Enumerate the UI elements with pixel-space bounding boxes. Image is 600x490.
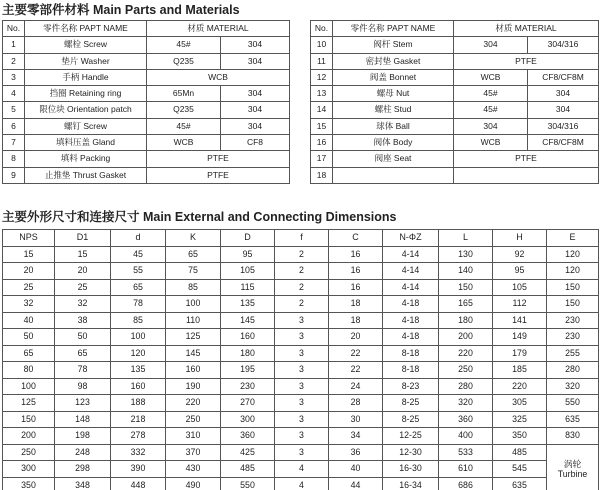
dims-cell: 2 — [275, 296, 329, 313]
part-no: 1 — [3, 37, 25, 53]
dims-cell: 448 — [111, 477, 166, 490]
dims-cell: 4-18 — [383, 329, 439, 346]
dims-cell: 95 — [221, 246, 275, 263]
part-material-2: 304 — [221, 53, 290, 69]
parts-row — [3, 135, 290, 151]
dims-cell: 50 — [55, 329, 111, 346]
part-material-1: Q235 — [147, 102, 221, 118]
dims-cell: 18 — [329, 296, 383, 313]
turbine-cn: 涡轮 — [563, 458, 582, 469]
part-material: PTFE — [454, 53, 599, 69]
dims-cell: 18 — [329, 312, 383, 329]
dims-cell: 310 — [166, 428, 221, 445]
part-material-2: 304 — [221, 102, 290, 118]
dims-cell: 220 — [493, 378, 547, 395]
dims-cell: 360 — [221, 428, 275, 445]
dims-cell: 3 — [275, 395, 329, 412]
dims-cell: 545 — [493, 461, 547, 478]
parts-row — [311, 102, 599, 118]
dims-header-cell: L — [439, 230, 493, 247]
dims-cell: 120 — [111, 345, 166, 362]
dimensions-table — [2, 229, 599, 490]
dims-cell: 150 — [547, 296, 599, 313]
dims-cell: 320 — [547, 378, 599, 395]
parts-row — [311, 53, 599, 69]
part-name: 挡圈 Retaining ring — [25, 86, 147, 102]
dims-cell: 8-25 — [383, 395, 439, 412]
dims-cell: 179 — [493, 345, 547, 362]
parts-table-left — [2, 20, 290, 184]
dims-cell: 3 — [275, 378, 329, 395]
dims-cell: 24 — [329, 378, 383, 395]
part-name: 螺母 Nut — [333, 86, 454, 102]
dims-cell: 100 — [3, 378, 55, 395]
dims-cell: 533 — [439, 444, 493, 461]
dims-cell: 65 — [111, 279, 166, 296]
part-material-1: WCB — [147, 135, 221, 151]
part-material: PTFE — [147, 167, 290, 183]
dims-cell: 4 — [275, 461, 329, 478]
part-material-2: 304 — [221, 86, 290, 102]
parts-row — [3, 102, 290, 118]
dims-cell: 25 — [55, 279, 111, 296]
dims-cell: 25 — [3, 279, 55, 296]
dims-cell: 32 — [55, 296, 111, 313]
dims-header-cell: H — [493, 230, 547, 247]
dims-cell: 3 — [275, 312, 329, 329]
dims-cell: 610 — [439, 461, 493, 478]
dims-cell: 36 — [329, 444, 383, 461]
dims-cell: 50 — [3, 329, 55, 346]
dims-cell: 250 — [3, 444, 55, 461]
dims-row — [3, 263, 599, 280]
dims-cell: 390 — [111, 461, 166, 478]
dims-cell: 350 — [3, 477, 55, 490]
dims-cell: 348 — [55, 477, 111, 490]
dims-cell: 45 — [111, 246, 166, 263]
dims-cell: 78 — [55, 362, 111, 379]
part-material-1: 45# — [147, 37, 221, 53]
dims-cell: 16-34 — [383, 477, 439, 490]
dims-cell: 16-30 — [383, 461, 439, 478]
part-no: 17 — [311, 151, 333, 167]
dims-header-cell: D1 — [55, 230, 111, 247]
parts-row — [3, 118, 290, 134]
dims-cell: 400 — [439, 428, 493, 445]
dims-cell: 120 — [547, 246, 599, 263]
dims-cell: 332 — [111, 444, 166, 461]
dims-cell: 130 — [439, 246, 493, 263]
dims-cell: 635 — [547, 411, 599, 428]
dims-cell: 485 — [493, 444, 547, 461]
dims-cell: 250 — [439, 362, 493, 379]
dims-cell: 200 — [439, 329, 493, 346]
dims-cell: 3 — [275, 428, 329, 445]
parts-row — [311, 86, 599, 102]
dims-cell: 2 — [275, 246, 329, 263]
dims-cell: 8-23 — [383, 378, 439, 395]
dims-cell: 550 — [547, 395, 599, 412]
dims-cell: 140 — [439, 263, 493, 280]
part-material-1: 45# — [454, 102, 528, 118]
parts-row — [311, 118, 599, 134]
dims-cell: 320 — [439, 395, 493, 412]
dims-cell: 198 — [55, 428, 111, 445]
header-no: No. — [3, 21, 25, 37]
dims-cell: 40 — [329, 461, 383, 478]
dims-cell: 4-18 — [383, 312, 439, 329]
dims-cell: 135 — [111, 362, 166, 379]
dims-row — [3, 296, 599, 313]
dims-cell: 298 — [55, 461, 111, 478]
dims-cell: 280 — [439, 378, 493, 395]
dims-cell: 230 — [547, 312, 599, 329]
dims-cell: 38 — [55, 312, 111, 329]
parts-row — [311, 151, 599, 167]
part-no: 11 — [311, 53, 333, 69]
dims-cell: 230 — [221, 378, 275, 395]
part-name: 螺栓 Screw — [25, 37, 147, 53]
part-no: 10 — [311, 37, 333, 53]
dims-cell: 218 — [111, 411, 166, 428]
part-no: 12 — [311, 69, 333, 85]
dims-cell: 278 — [111, 428, 166, 445]
dims-cell: 550 — [221, 477, 275, 490]
dims-header-cell: E — [547, 230, 599, 247]
dims-cell: 8-18 — [383, 345, 439, 362]
dims-cell: 44 — [329, 477, 383, 490]
dims-row — [3, 428, 599, 445]
dims-header-cell: NPS — [3, 230, 55, 247]
dims-cell: 150 — [3, 411, 55, 428]
dims-cell: 200 — [3, 428, 55, 445]
dims-cell: 3 — [275, 444, 329, 461]
dims-header-row — [3, 230, 599, 247]
dims-row — [3, 477, 599, 490]
dims-cell: 148 — [55, 411, 111, 428]
parts-table-right — [310, 20, 599, 184]
dims-row — [3, 362, 599, 379]
dims-cell: 4 — [275, 477, 329, 490]
part-name: 螺钉 Screw — [25, 118, 147, 134]
part-name: 螺柱 Stud — [333, 102, 454, 118]
part-no: 7 — [3, 135, 25, 151]
part-material-1: 45# — [147, 118, 221, 134]
dims-row — [3, 345, 599, 362]
dims-cell: 220 — [166, 395, 221, 412]
dims-cell: 141 — [493, 312, 547, 329]
part-name: 限位块 Orientation patch — [25, 102, 147, 118]
dims-cell: 150 — [547, 279, 599, 296]
part-material-2: 304/316 — [528, 37, 599, 53]
dims-cell: 145 — [221, 312, 275, 329]
dims-cell: 425 — [221, 444, 275, 461]
dims-cell: 300 — [221, 411, 275, 428]
part-material-2: 304 — [221, 118, 290, 134]
parts-row — [3, 53, 290, 69]
dims-cell: 4-14 — [383, 246, 439, 263]
dims-cell: 190 — [166, 378, 221, 395]
dims-cell: 135 — [221, 296, 275, 313]
dims-cell: 112 — [493, 296, 547, 313]
part-no: 18 — [311, 167, 333, 183]
dims-cell: 20 — [3, 263, 55, 280]
dims-cell: 305 — [493, 395, 547, 412]
dims-cell: 830 — [547, 428, 599, 445]
dims-cell: 300 — [3, 461, 55, 478]
dims-cell: 360 — [439, 411, 493, 428]
dims-cell: 30 — [329, 411, 383, 428]
part-no: 13 — [311, 86, 333, 102]
dims-row — [3, 279, 599, 296]
dims-cell: 325 — [493, 411, 547, 428]
dims-cell: 15 — [3, 246, 55, 263]
dims-section-title: 主要外形尺寸和连接尺寸 Main External and Connecting Dimensions — [2, 210, 397, 224]
header-part-name: 零件名称 PAPT NAME — [25, 21, 147, 37]
dims-cell: 230 — [547, 329, 599, 346]
part-material-1: Q235 — [147, 53, 221, 69]
part-name: 阀盖 Bonnet — [333, 69, 454, 85]
part-no: 6 — [3, 118, 25, 134]
dims-cell: 85 — [166, 279, 221, 296]
dims-row — [3, 395, 599, 412]
parts-header-row — [311, 21, 599, 37]
dims-cell: 180 — [221, 345, 275, 362]
dims-cell: 110 — [166, 312, 221, 329]
dims-cell: 65 — [166, 246, 221, 263]
dims-cell: 430 — [166, 461, 221, 478]
dims-cell: 65 — [55, 345, 111, 362]
parts-row — [3, 86, 290, 102]
dims-cell: 120 — [547, 263, 599, 280]
parts-row — [3, 69, 290, 85]
dims-cell: 490 — [166, 477, 221, 490]
dims-cell: 85 — [111, 312, 166, 329]
dims-cell: 4-14 — [383, 263, 439, 280]
part-material-1: 45# — [454, 86, 528, 102]
dims-row — [3, 411, 599, 428]
part-material-2: 304/316 — [528, 118, 599, 134]
dims-header-cell: K — [166, 230, 221, 247]
part-no: 9 — [3, 167, 25, 183]
dims-cell: 15 — [55, 246, 111, 263]
parts-row — [311, 167, 599, 183]
dims-header-cell: C — [329, 230, 383, 247]
dims-row — [3, 378, 599, 395]
part-no: 8 — [3, 151, 25, 167]
dims-cell: 3 — [275, 345, 329, 362]
part-name: 密封垫 Gasket — [333, 53, 454, 69]
dims-cell: 350 — [493, 428, 547, 445]
dims-row — [3, 312, 599, 329]
dims-cell: 3 — [275, 329, 329, 346]
part-no: 3 — [3, 69, 25, 85]
turbine-cell — [547, 444, 599, 490]
part-no: 2 — [3, 53, 25, 69]
part-material-1: 304 — [454, 118, 528, 134]
dims-row — [3, 246, 599, 263]
dims-row — [3, 461, 599, 478]
header-material: 材质 MATERIAL — [147, 21, 290, 37]
dims-cell: 2 — [275, 263, 329, 280]
turbine-en: Turbine — [557, 468, 588, 479]
part-no: 4 — [3, 86, 25, 102]
dims-cell: 65 — [3, 345, 55, 362]
part-material-2: CF8/CF8M — [528, 135, 599, 151]
part-name: 填料 Packing — [25, 151, 147, 167]
parts-header-row — [3, 21, 290, 37]
header-part-name: 零件名称 PAPT NAME — [333, 21, 454, 37]
dims-cell: 8-25 — [383, 411, 439, 428]
dims-cell: 160 — [111, 378, 166, 395]
header-material: 材质 MATERIAL — [454, 21, 599, 37]
dims-row — [3, 444, 599, 461]
dims-cell: 145 — [166, 345, 221, 362]
dims-cell: 280 — [547, 362, 599, 379]
dims-cell: 100 — [111, 329, 166, 346]
dims-cell: 16 — [329, 279, 383, 296]
dims-cell: 20 — [329, 329, 383, 346]
part-material-2: CF8/CF8M — [528, 69, 599, 85]
part-material-2: 304 — [528, 102, 599, 118]
dims-cell: 105 — [493, 279, 547, 296]
dims-cell: 75 — [166, 263, 221, 280]
part-no: 5 — [3, 102, 25, 118]
dims-cell: 220 — [439, 345, 493, 362]
dims-cell: 3 — [275, 362, 329, 379]
dims-cell: 150 — [439, 279, 493, 296]
dims-cell: 105 — [221, 263, 275, 280]
part-material-1: WCB — [454, 135, 528, 151]
dims-cell: 180 — [439, 312, 493, 329]
part-material-1: WCB — [454, 69, 528, 85]
part-name: 手柄 Handle — [25, 69, 147, 85]
dims-cell: 16 — [329, 246, 383, 263]
part-material: PTFE — [454, 151, 599, 167]
part-name: 阀座 Seat — [333, 151, 454, 167]
dims-cell: 22 — [329, 345, 383, 362]
dims-cell: 165 — [439, 296, 493, 313]
part-name: 垫片 Washer — [25, 53, 147, 69]
dims-header-cell: D — [221, 230, 275, 247]
dims-cell: 12-25 — [383, 428, 439, 445]
part-no: 14 — [311, 102, 333, 118]
dims-cell: 248 — [55, 444, 111, 461]
part-name: 阀体 Body — [333, 135, 454, 151]
dims-cell: 78 — [111, 296, 166, 313]
dims-cell: 185 — [493, 362, 547, 379]
parts-row — [311, 135, 599, 151]
dims-cell: 80 — [3, 362, 55, 379]
dims-row — [3, 329, 599, 346]
dims-cell: 123 — [55, 395, 111, 412]
part-name: 止推垫 Thrust Gasket — [25, 167, 147, 183]
part-material: PTFE — [147, 151, 290, 167]
dims-cell: 16 — [329, 263, 383, 280]
parts-row — [3, 151, 290, 167]
dims-cell: 125 — [166, 329, 221, 346]
part-no: 15 — [311, 118, 333, 134]
parts-section-title: 主要零部件材料 Main Parts and Materials — [2, 3, 240, 17]
part-material-2: 304 — [528, 86, 599, 102]
parts-row — [311, 37, 599, 53]
part-material-1: 65Mn — [147, 86, 221, 102]
dims-cell: 20 — [55, 263, 111, 280]
dims-cell: 125 — [3, 395, 55, 412]
parts-row — [3, 167, 290, 183]
dims-cell: 92 — [493, 246, 547, 263]
dims-cell: 250 — [166, 411, 221, 428]
part-material-1: 304 — [454, 37, 528, 53]
dims-cell: 4-18 — [383, 296, 439, 313]
parts-row — [3, 37, 290, 53]
part-material: WCB — [147, 69, 290, 85]
dims-cell: 8-18 — [383, 362, 439, 379]
part-no: 16 — [311, 135, 333, 151]
part-material — [454, 167, 599, 183]
dims-cell: 95 — [493, 263, 547, 280]
dims-cell: 40 — [3, 312, 55, 329]
dims-cell: 32 — [3, 296, 55, 313]
dims-cell: 485 — [221, 461, 275, 478]
dims-cell: 188 — [111, 395, 166, 412]
dims-cell: 115 — [221, 279, 275, 296]
part-material-2: CF8 — [221, 135, 290, 151]
header-no: No. — [311, 21, 333, 37]
dims-cell: 370 — [166, 444, 221, 461]
dims-cell: 160 — [166, 362, 221, 379]
dims-cell: 98 — [55, 378, 111, 395]
dims-cell: 270 — [221, 395, 275, 412]
dims-header-cell: d — [111, 230, 166, 247]
part-name: 球体 Ball — [333, 118, 454, 134]
dims-cell: 12-30 — [383, 444, 439, 461]
part-name: 填料压盖 Gland — [25, 135, 147, 151]
dims-cell: 149 — [493, 329, 547, 346]
dims-cell: 195 — [221, 362, 275, 379]
dims-cell: 160 — [221, 329, 275, 346]
dims-cell: 255 — [547, 345, 599, 362]
parts-row — [311, 69, 599, 85]
dims-cell: 55 — [111, 263, 166, 280]
part-name: 阀杆 Stem — [333, 37, 454, 53]
dims-cell: 4-14 — [383, 279, 439, 296]
dims-header-cell: f — [275, 230, 329, 247]
dims-cell: 2 — [275, 279, 329, 296]
part-material-2: 304 — [221, 37, 290, 53]
dims-cell: 100 — [166, 296, 221, 313]
dims-cell: 34 — [329, 428, 383, 445]
dims-cell: 28 — [329, 395, 383, 412]
part-name — [333, 167, 454, 183]
dims-cell: 635 — [493, 477, 547, 490]
dims-header-cell: N-ΦZ — [383, 230, 439, 247]
dims-cell: 3 — [275, 411, 329, 428]
dims-cell: 22 — [329, 362, 383, 379]
dims-cell: 686 — [439, 477, 493, 490]
